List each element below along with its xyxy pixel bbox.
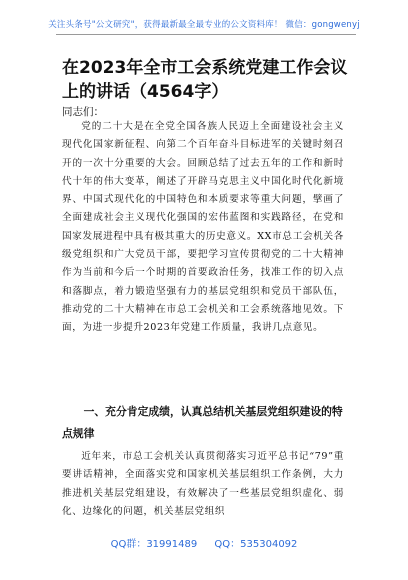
footer-qq: QQ：535304092 (214, 539, 298, 550)
body-paragraph-2: 近年来，市总工会机关认真贯彻落实习近平总书记“79”重要讲话精神，全面落实党和国家机关基层组织工作条例，大力推进机关基层党组建设，有效解决了一些基层党组织虚化、弱化、边缘化的问题，机关基层党组织 (62, 451, 344, 517)
section-heading: 一、充分肯定成绩，认真总结机关基层党组织建设的特点规律 (62, 405, 343, 440)
header-banner: 关注头条号"公文研究"，获得最新最全最专业的公文资料库！ 微信：gongwenyj (48, 20, 360, 30)
header-divider (56, 34, 356, 35)
salutation: 同志们： (62, 106, 104, 118)
footer-contact (0, 535, 408, 550)
footer-qq-group: QQ群：31991489 (110, 539, 198, 550)
document-title: 在2023年全市工会系统党建工作会议上的讲话（4564字） (62, 58, 348, 102)
body-paragraph-1: 党的二十大是在全党全国各族人民迈上全面建设社会主义现代化国家新征程、向第二个百年奋斗目标进军的关键时刻召开的一次十分重要的大会。回顾总结了过去五年的工作和新时代十年的伟大变革，阐述了开辟马克思主义中国化时代化新境界、中国式现代化的中国特色和本质要求等重大问题，擘画了全面建成社会主义现代化强国的宏伟蓝图和实践路径，在党和国家发展进程中具有极其重大的历史意义。XX市总工会机关各级党组织和广大党员干部，要把学习宣传贯彻党的二十大精神作为当前和今后一个时期的首要政治任务，找准工作的切入点和落脚点，着力锻造坚强有力的基层党组织和党员干部队伍，推动党的二十大精神在市总工会机关和工会系统落地见效。下面，为进一步提升2023年党建工作质量，我讲几点意见。 (62, 121, 344, 334)
